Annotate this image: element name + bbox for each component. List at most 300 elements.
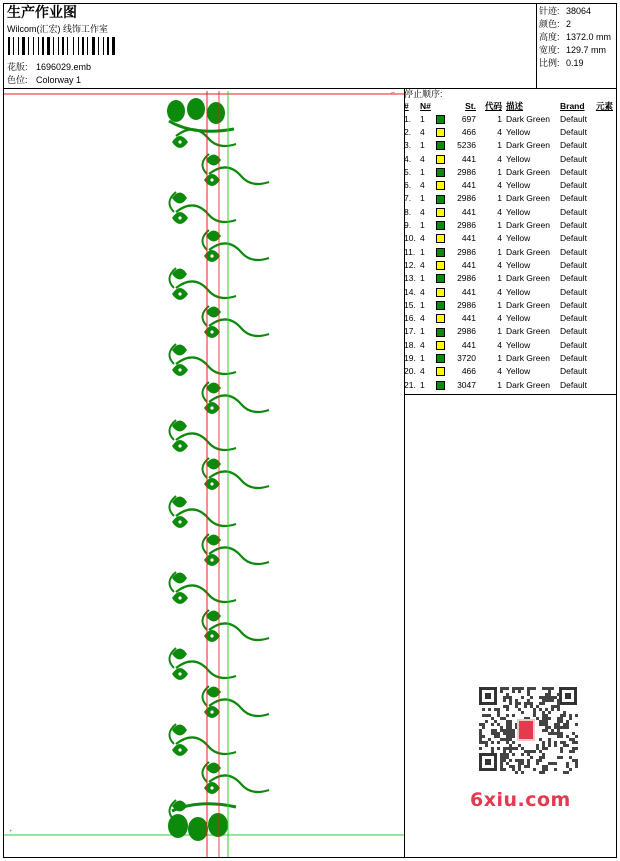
qr-module — [557, 732, 560, 735]
barcode-bar — [53, 37, 54, 55]
row-swatch — [436, 298, 454, 311]
qr-module — [509, 696, 512, 699]
qr-module — [500, 726, 503, 729]
qr-module — [554, 768, 557, 771]
stop-row — [404, 365, 618, 378]
vine-curve — [202, 458, 209, 478]
row-index: 21. — [404, 379, 416, 390]
barcode-bar — [107, 37, 109, 55]
row-index: 14. — [404, 286, 416, 297]
qr-module — [551, 699, 554, 702]
row-code: 4 — [497, 233, 502, 244]
barcode-bar — [33, 37, 34, 55]
qr-module — [479, 723, 482, 726]
qr-module — [566, 762, 569, 765]
row-element — [596, 351, 618, 364]
row-stitches: 2986 — [457, 246, 476, 257]
row-code: 1 — [497, 379, 502, 390]
leaf-highlight — [178, 672, 181, 675]
row-element — [596, 285, 618, 298]
qr-module — [479, 729, 482, 732]
row-stitches: 2986 — [457, 193, 476, 204]
table-bottom-rule — [404, 394, 617, 395]
qr-module — [542, 729, 545, 732]
qr-module — [515, 687, 518, 690]
embroidery-preview — [4, 91, 404, 857]
qr-module — [548, 762, 551, 765]
color-swatch — [436, 195, 445, 204]
qr-module — [545, 720, 548, 723]
color-swatch — [436, 341, 445, 350]
qr-module — [542, 765, 545, 768]
row-brand: Default — [560, 113, 587, 124]
qr-module — [506, 726, 509, 729]
row-needle: 1 — [420, 379, 425, 390]
stop-row — [404, 125, 618, 138]
row-index: 9. — [404, 220, 412, 231]
barcode-bar — [67, 37, 68, 55]
row-element — [596, 298, 618, 311]
barcode-bar — [18, 37, 19, 55]
qr-module — [539, 696, 542, 699]
row-swatch — [436, 258, 454, 271]
qr-module — [479, 735, 482, 738]
qr-module — [542, 687, 545, 690]
qr-module — [545, 723, 548, 726]
row-code: 1 — [497, 220, 502, 231]
barcode-bar — [110, 37, 111, 55]
qr-module — [560, 741, 563, 744]
row-swatch — [436, 338, 454, 351]
row-needle: 1 — [420, 352, 425, 363]
row-description: Yellow — [506, 180, 531, 191]
stop-row — [404, 338, 618, 351]
design-file-label: 花版: — [7, 62, 28, 72]
col-brand: Brand — [560, 101, 585, 111]
barcode-bar — [11, 37, 12, 55]
color-swatch — [436, 354, 445, 363]
barcode-bar — [60, 37, 61, 55]
leaf-highlight — [210, 178, 213, 181]
qr-module — [548, 744, 551, 747]
leaf-highlight — [210, 482, 213, 485]
qr-module — [575, 723, 578, 726]
qr-module — [500, 756, 503, 759]
row-needle: 4 — [420, 206, 425, 217]
leaf-highlight — [210, 634, 213, 637]
qr-module — [551, 696, 554, 699]
qr-module — [572, 732, 575, 735]
row-index: 12. — [404, 259, 416, 270]
row-code: 4 — [497, 126, 502, 137]
qr-module — [569, 768, 572, 771]
barcode-bar — [22, 37, 25, 55]
qr-module — [497, 747, 500, 750]
qr-module — [527, 702, 530, 705]
qr-module — [554, 762, 557, 765]
barcode-bar — [38, 37, 39, 55]
row-needle: 4 — [420, 339, 425, 350]
row-needle: 4 — [420, 180, 425, 191]
qr-module — [533, 708, 536, 711]
row-swatch — [436, 325, 454, 338]
row-swatch — [436, 365, 454, 378]
leaf-highlight — [178, 140, 181, 143]
row-stitches: 441 — [461, 180, 476, 191]
corner-mark: ⌐ — [391, 91, 396, 97]
qr-code — [471, 681, 585, 779]
stop-row — [404, 285, 618, 298]
qr-module — [503, 756, 506, 759]
qr-module — [557, 735, 560, 738]
qr-module — [542, 741, 545, 744]
qr-module — [515, 747, 518, 750]
qr-module — [545, 693, 548, 696]
qr-module — [509, 744, 512, 747]
qr-module — [575, 735, 578, 738]
qr-module — [503, 753, 506, 756]
qr-module — [512, 687, 515, 690]
qr-module — [560, 720, 563, 723]
leaf-highlight — [210, 558, 213, 561]
qr-module — [509, 765, 512, 768]
qr-module — [563, 741, 566, 744]
qr-finder-core — [485, 693, 491, 699]
qr-module — [491, 732, 494, 735]
qr-module — [518, 690, 521, 693]
row-needle: 4 — [420, 313, 425, 324]
barcode-bar — [58, 37, 59, 55]
col-needle: N# — [420, 101, 431, 111]
qr-module — [539, 702, 542, 705]
qr-module — [548, 738, 551, 741]
qr-module — [539, 759, 542, 762]
barcode-bar — [73, 37, 74, 55]
color-swatch — [436, 367, 445, 376]
row-brand: Default — [560, 153, 587, 164]
color-swatch — [436, 274, 445, 283]
qr-module — [503, 687, 506, 690]
row-swatch — [436, 192, 454, 205]
origin-mark: + — [9, 829, 13, 835]
row-stitches: 2986 — [457, 166, 476, 177]
qr-module — [575, 747, 578, 750]
row-description: Yellow — [506, 233, 531, 244]
qr-module — [542, 714, 545, 717]
qr-module — [572, 747, 575, 750]
row-swatch — [436, 165, 454, 178]
qr-module — [503, 738, 506, 741]
barcode-bar — [30, 37, 32, 55]
qr-module — [539, 771, 542, 774]
color-swatch — [436, 155, 445, 164]
qr-module — [545, 717, 548, 720]
barcode-bar — [78, 37, 79, 55]
color-swatch — [436, 168, 445, 177]
qr-module — [482, 741, 485, 744]
qr-module — [527, 753, 530, 756]
qr-module — [560, 735, 563, 738]
row-stitches: 466 — [461, 366, 476, 377]
header-bottom-rule — [3, 88, 617, 89]
row-code: 4 — [497, 313, 502, 324]
row-description: Dark Green — [506, 352, 550, 363]
qr-module — [506, 732, 509, 735]
color-swatch — [436, 261, 445, 270]
color-swatch — [436, 381, 445, 390]
qr-module — [503, 705, 506, 708]
qr-module — [554, 741, 557, 744]
color-swatch — [436, 288, 445, 297]
qr-module — [551, 705, 554, 708]
barcode-bar — [103, 37, 104, 55]
row-index: 3. — [404, 140, 412, 151]
qr-module — [548, 687, 551, 690]
qr-module — [536, 759, 539, 762]
qr-module — [494, 735, 497, 738]
color-swatch — [436, 314, 445, 323]
qr-module — [524, 702, 527, 705]
qr-module — [494, 708, 497, 711]
leaf-highlight — [178, 520, 181, 523]
qr-module — [500, 729, 503, 732]
row-element — [596, 178, 618, 191]
barcode-bar — [89, 37, 91, 55]
stop-row — [404, 325, 618, 338]
color-swatch — [436, 328, 445, 337]
color-swatch — [436, 208, 445, 217]
row-description: Dark Green — [506, 273, 550, 284]
qr-module — [542, 753, 545, 756]
barcode-bar — [92, 37, 95, 55]
qr-module — [548, 711, 551, 714]
qr-module — [509, 702, 512, 705]
qr-module — [527, 699, 530, 702]
qr-module — [536, 717, 539, 720]
row-stitches: 441 — [461, 339, 476, 350]
row-code: 1 — [497, 299, 502, 310]
leaf-highlight — [210, 786, 213, 789]
row-description: Dark Green — [506, 113, 550, 124]
row-description: Dark Green — [506, 220, 550, 231]
qr-module — [569, 756, 572, 759]
vine-curve — [202, 610, 209, 630]
row-element — [596, 272, 618, 285]
leaf-highlight — [178, 216, 181, 219]
row-code: 4 — [497, 153, 502, 164]
color-swatch — [436, 234, 445, 243]
leaf-highlight — [210, 406, 213, 409]
row-description: Dark Green — [506, 246, 550, 257]
qr-module — [539, 756, 542, 759]
row-element — [596, 365, 618, 378]
qr-module — [506, 729, 509, 732]
qr-module — [539, 750, 542, 753]
barcode-bar — [65, 37, 66, 55]
row-swatch — [436, 218, 454, 231]
leaf-highlight — [178, 444, 181, 447]
scale-value: 0.19 — [566, 58, 584, 68]
qr-module — [509, 726, 512, 729]
stop-row — [404, 218, 618, 231]
row-index: 20. — [404, 366, 416, 377]
qr-module — [518, 762, 521, 765]
vine-curve — [202, 382, 209, 402]
qr-module — [530, 756, 533, 759]
qr-module — [530, 702, 533, 705]
qr-module — [548, 732, 551, 735]
qr-module — [542, 720, 545, 723]
qr-module — [506, 693, 509, 696]
row-code: 1 — [497, 273, 502, 284]
qr-module — [491, 723, 494, 726]
qr-module — [506, 687, 509, 690]
row-swatch — [436, 378, 454, 391]
qr-module — [488, 708, 491, 711]
row-brand: Default — [560, 140, 587, 151]
qr-module — [542, 771, 545, 774]
color-swatch — [436, 141, 445, 150]
row-brand: Default — [560, 313, 587, 324]
qr-module — [518, 765, 521, 768]
row-brand: Default — [560, 220, 587, 231]
row-brand: Default — [560, 286, 587, 297]
stitches-label: 针迹: — [539, 6, 560, 16]
qr-module — [509, 738, 512, 741]
row-swatch — [436, 125, 454, 138]
qr-module — [545, 699, 548, 702]
row-code: 4 — [497, 339, 502, 350]
qr-module — [563, 771, 566, 774]
qr-module — [515, 702, 518, 705]
qr-module — [500, 738, 503, 741]
qr-module — [539, 738, 542, 741]
qr-module — [545, 714, 548, 717]
qr-module — [521, 747, 524, 750]
width-label: 宽度: — [539, 45, 560, 55]
leaf-highlight — [178, 368, 181, 371]
qr-module — [512, 753, 515, 756]
qr-module — [503, 750, 506, 753]
qr-module — [545, 696, 548, 699]
qr-module — [512, 747, 515, 750]
qr-module — [545, 726, 548, 729]
row-needle: 1 — [420, 273, 425, 284]
qr-module — [557, 726, 560, 729]
row-code: 1 — [497, 246, 502, 257]
row-swatch — [436, 152, 454, 165]
barcode-bar — [35, 37, 37, 55]
qr-module — [494, 720, 497, 723]
stop-row — [404, 112, 618, 125]
qr-module — [539, 720, 542, 723]
motif-top-cluster — [167, 98, 234, 131]
qr-module — [548, 693, 551, 696]
qr-module — [551, 732, 554, 735]
row-stitches: 697 — [461, 113, 476, 124]
stop-row — [404, 152, 618, 165]
qr-module — [551, 708, 554, 711]
qr-module — [548, 690, 551, 693]
qr-module — [527, 765, 530, 768]
row-swatch — [436, 351, 454, 364]
row-brand: Default — [560, 379, 587, 390]
height-label: 高度: — [539, 32, 560, 42]
qr-module — [575, 741, 578, 744]
qr-module — [551, 729, 554, 732]
stop-row — [404, 139, 618, 152]
qr-module — [572, 759, 575, 762]
row-stitches: 441 — [461, 206, 476, 217]
vine-curve — [202, 306, 209, 326]
row-brand: Default — [560, 233, 587, 244]
row-brand: Default — [560, 366, 587, 377]
row-element — [596, 125, 618, 138]
row-needle: 1 — [420, 246, 425, 257]
qr-module — [542, 696, 545, 699]
qr-module — [560, 714, 563, 717]
qr-module — [485, 744, 488, 747]
qr-module — [533, 687, 536, 690]
row-code: 4 — [497, 286, 502, 297]
qr-module — [521, 759, 524, 762]
qr-module — [503, 696, 506, 699]
qr-module — [482, 726, 485, 729]
qr-module — [554, 723, 557, 726]
colorway-label: 色位: — [7, 75, 28, 85]
row-description: Yellow — [506, 339, 531, 350]
qr-logo-mark — [519, 721, 533, 739]
row-stitches: 2986 — [457, 273, 476, 284]
qr-module — [521, 696, 524, 699]
qr-module — [509, 732, 512, 735]
stop-row — [404, 232, 618, 245]
qr-module — [560, 750, 563, 753]
qr-module — [524, 750, 527, 753]
qr-module — [518, 768, 521, 771]
row-index: 18. — [404, 339, 416, 350]
qr-module — [509, 750, 512, 753]
leaf-highlight — [210, 254, 213, 257]
qr-module — [557, 756, 560, 759]
stitches-value: 38064 — [566, 6, 592, 16]
qr-module — [521, 762, 524, 765]
row-needle: 4 — [420, 233, 425, 244]
qr-module — [575, 714, 578, 717]
row-index: 6. — [404, 180, 412, 191]
row-code: 1 — [497, 113, 502, 124]
qr-module — [548, 726, 551, 729]
barcode-bar — [82, 37, 84, 55]
qr-module — [503, 699, 506, 702]
qr-module — [512, 741, 515, 744]
barcode-bar — [42, 37, 44, 55]
header-divider — [536, 3, 537, 88]
barcode-bar — [80, 37, 81, 55]
row-brand: Default — [560, 273, 587, 284]
qr-module — [503, 732, 506, 735]
qr-module — [506, 708, 509, 711]
qr-module — [557, 699, 560, 702]
barcode-bar — [62, 37, 64, 55]
row-description: Dark Green — [506, 299, 550, 310]
vine-curve — [202, 762, 209, 782]
row-swatch — [436, 285, 454, 298]
qr-module — [545, 687, 548, 690]
row-element — [596, 378, 618, 391]
qr-module — [557, 723, 560, 726]
row-index: 17. — [404, 326, 416, 337]
